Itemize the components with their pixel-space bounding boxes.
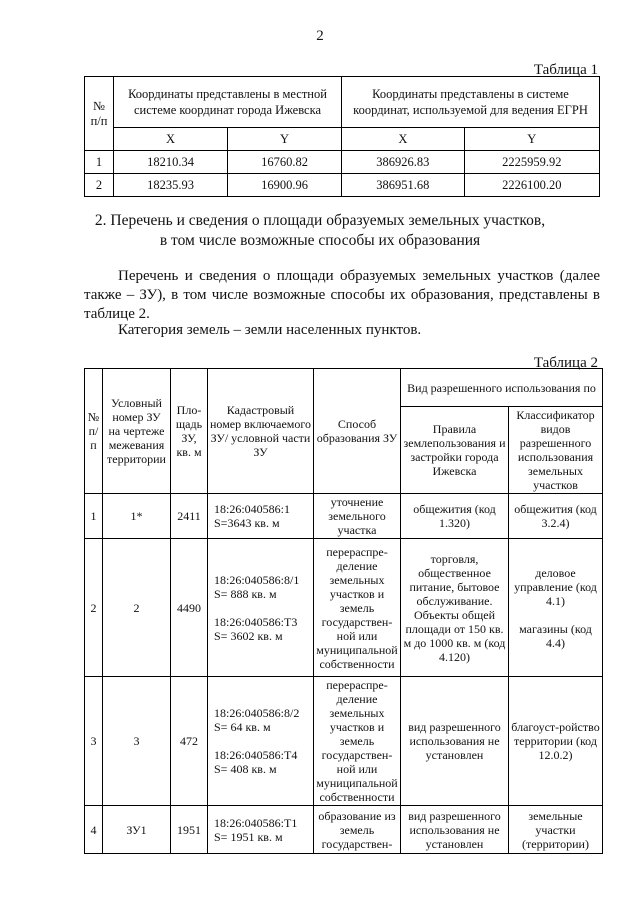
cadastral-number: 18:26:040586:1 xyxy=(214,502,291,516)
t1-cell-num: 1 xyxy=(85,151,114,174)
t2-cell-classifier xyxy=(509,539,603,677)
t2-cell-cond-number: 3 xyxy=(103,677,171,806)
t2-cell-method: перераспре-деление земельных участков и земель государствен-ной или муниципальной собственности xyxy=(314,677,401,806)
page-number: 2 xyxy=(316,28,324,44)
t2-cell-area: 4490 xyxy=(171,539,208,677)
table-row xyxy=(85,494,603,539)
t2-cell-rules: торговля, общественное питание, бытовое обслуживание. Объекты общей площади от 150 кв. м до 1000 кв. м (код 4.120) xyxy=(401,539,509,677)
table-row xyxy=(85,539,603,677)
t2-header-permitted-use: Вид разрешенного использования по xyxy=(401,369,603,407)
paragraph-land-category: Категория земель – земли населенных пунктов. xyxy=(118,322,422,338)
cadastral-area: S= 1951 кв. м xyxy=(214,829,283,844)
t1-header-x-egrn: X xyxy=(342,128,465,151)
t1-cell-local-x: 18210.34 xyxy=(114,151,228,174)
t2-header-classifier: Классификатор видов разрешенного использования земельных участков xyxy=(509,407,603,494)
t2-cell-classifier: земельные участки (территории) xyxy=(509,806,603,854)
t2-cell-rules: общежития (код 1.320) xyxy=(401,494,509,539)
t2-cell-cadastral xyxy=(208,677,314,806)
t1-header-x-local: X xyxy=(114,128,228,151)
classifier-item: деловое управление (код 4.1) xyxy=(514,565,597,608)
t2-cell-rules: вид разрешенного использования не установлен xyxy=(401,806,509,854)
cadastral-area: S= 64 кв. м xyxy=(214,720,271,734)
t1-header-y-egrn: Y xyxy=(464,128,599,151)
t2-cell-cadastral xyxy=(208,539,314,677)
cadastral-area: S= 408 кв. м xyxy=(214,762,277,776)
t1-cell-local-y: 16900.96 xyxy=(228,174,342,197)
t2-cell-num: 2 xyxy=(85,539,103,677)
t2-header-cadastral: Кадастровый номер включаемого ЗУ/ условной части ЗУ xyxy=(208,369,314,494)
t1-cell-local-x: 18235.93 xyxy=(114,174,228,197)
t1-cell-num: 2 xyxy=(85,174,114,197)
t2-cell-rules: вид разрешенного использования не установлен xyxy=(401,677,509,806)
t2-header-rules: Правила землепользования и застройки города Ижевска xyxy=(401,407,509,494)
section-title-line-2: в том числе возможные способы их образования xyxy=(159,232,481,249)
t2-cell-cond-number: 2 xyxy=(103,539,171,677)
classifier-item: магазины (код 4.4) xyxy=(519,621,592,650)
t2-cell-num: 4 xyxy=(85,806,103,854)
table-row xyxy=(85,174,600,197)
t2-cell-method: образование из земель государствен- xyxy=(314,806,401,854)
t2-header-num: № п/п xyxy=(85,369,103,494)
t2-cell-classifier: общежития (код 3.2.4) xyxy=(509,494,603,539)
t2-cell-cadastral xyxy=(208,494,314,539)
table-row xyxy=(85,151,600,174)
t2-cell-cadastral xyxy=(208,806,314,854)
t1-cell-egrn-x: 386926.83 xyxy=(342,151,465,174)
table2-caption: Таблица 2 xyxy=(533,355,598,371)
cadastral-number: 18:26:040586:Т1 xyxy=(214,815,298,830)
cadastral-number: 18:26:040586:Т3 xyxy=(214,614,298,629)
paragraph-list-info: Перечень и сведения о площади образуемых земельных участков (далее также – ЗУ), в том числе возможные способы их образования, представлены в таблице 2. xyxy=(84,268,600,322)
cadastral-number: 18:26:040586:8/1 xyxy=(214,572,300,587)
section-title-line-1: 2. Перечень и сведения о площади образуемых земельных участков, xyxy=(94,212,546,229)
t2-cell-area: 2411 xyxy=(171,494,208,539)
t1-header-num: № п/п xyxy=(85,77,114,151)
t2-cell-method: перераспре-деление земельных участков и земель государствен-ной или муниципальной собственности xyxy=(314,539,401,677)
cadastral-area: S= 3602 кв. м xyxy=(214,628,283,643)
t1-cell-egrn-y: 2226100.20 xyxy=(464,174,599,197)
t2-cell-area: 472 xyxy=(171,677,208,806)
coordinates-table xyxy=(84,76,600,197)
t1-header-egrn: Координаты представлены в системе координат, используемой для ведения ЕГРН xyxy=(342,77,600,128)
t2-cell-num: 1 xyxy=(85,494,103,539)
t2-cell-cond-number: ЗУ1 xyxy=(103,806,171,854)
t2-cell-method: уточнение земельного участка xyxy=(314,494,401,539)
table1-caption: Таблица 1 xyxy=(533,62,598,78)
t2-header-cond-number: Условный номер ЗУ на чертеже межевания территории xyxy=(103,369,171,494)
cadastral-area: S=3643 кв. м xyxy=(214,516,280,530)
cadastral-number: 18:26:040586:8/2 xyxy=(214,706,300,720)
land-plots-table xyxy=(84,368,603,854)
t2-cell-num: 3 xyxy=(85,677,103,806)
t2-header-area: Пло-щадь ЗУ, кв. м xyxy=(171,369,208,494)
cadastral-number: 18:26:040586:Т4 xyxy=(214,748,298,762)
t1-header-y-local: Y xyxy=(228,128,342,151)
cadastral-area: S= 888 кв. м xyxy=(214,586,277,601)
t1-cell-egrn-y: 2225959.92 xyxy=(464,151,599,174)
t1-cell-local-y: 16760.82 xyxy=(228,151,342,174)
t2-cell-classifier: благоуст-ройство территории (код 12.0.2) xyxy=(509,677,603,806)
t2-cell-cond-number: 1* xyxy=(103,494,171,539)
t2-header-method: Способ образования ЗУ xyxy=(314,369,401,494)
t1-cell-egrn-x: 386951.68 xyxy=(342,174,465,197)
section-title xyxy=(0,211,640,251)
table-row xyxy=(85,677,603,806)
t1-header-local: Координаты представлены в местной системе координат города Ижевска xyxy=(114,77,342,128)
t2-cell-area: 1951 xyxy=(171,806,208,854)
table-row xyxy=(85,806,603,854)
